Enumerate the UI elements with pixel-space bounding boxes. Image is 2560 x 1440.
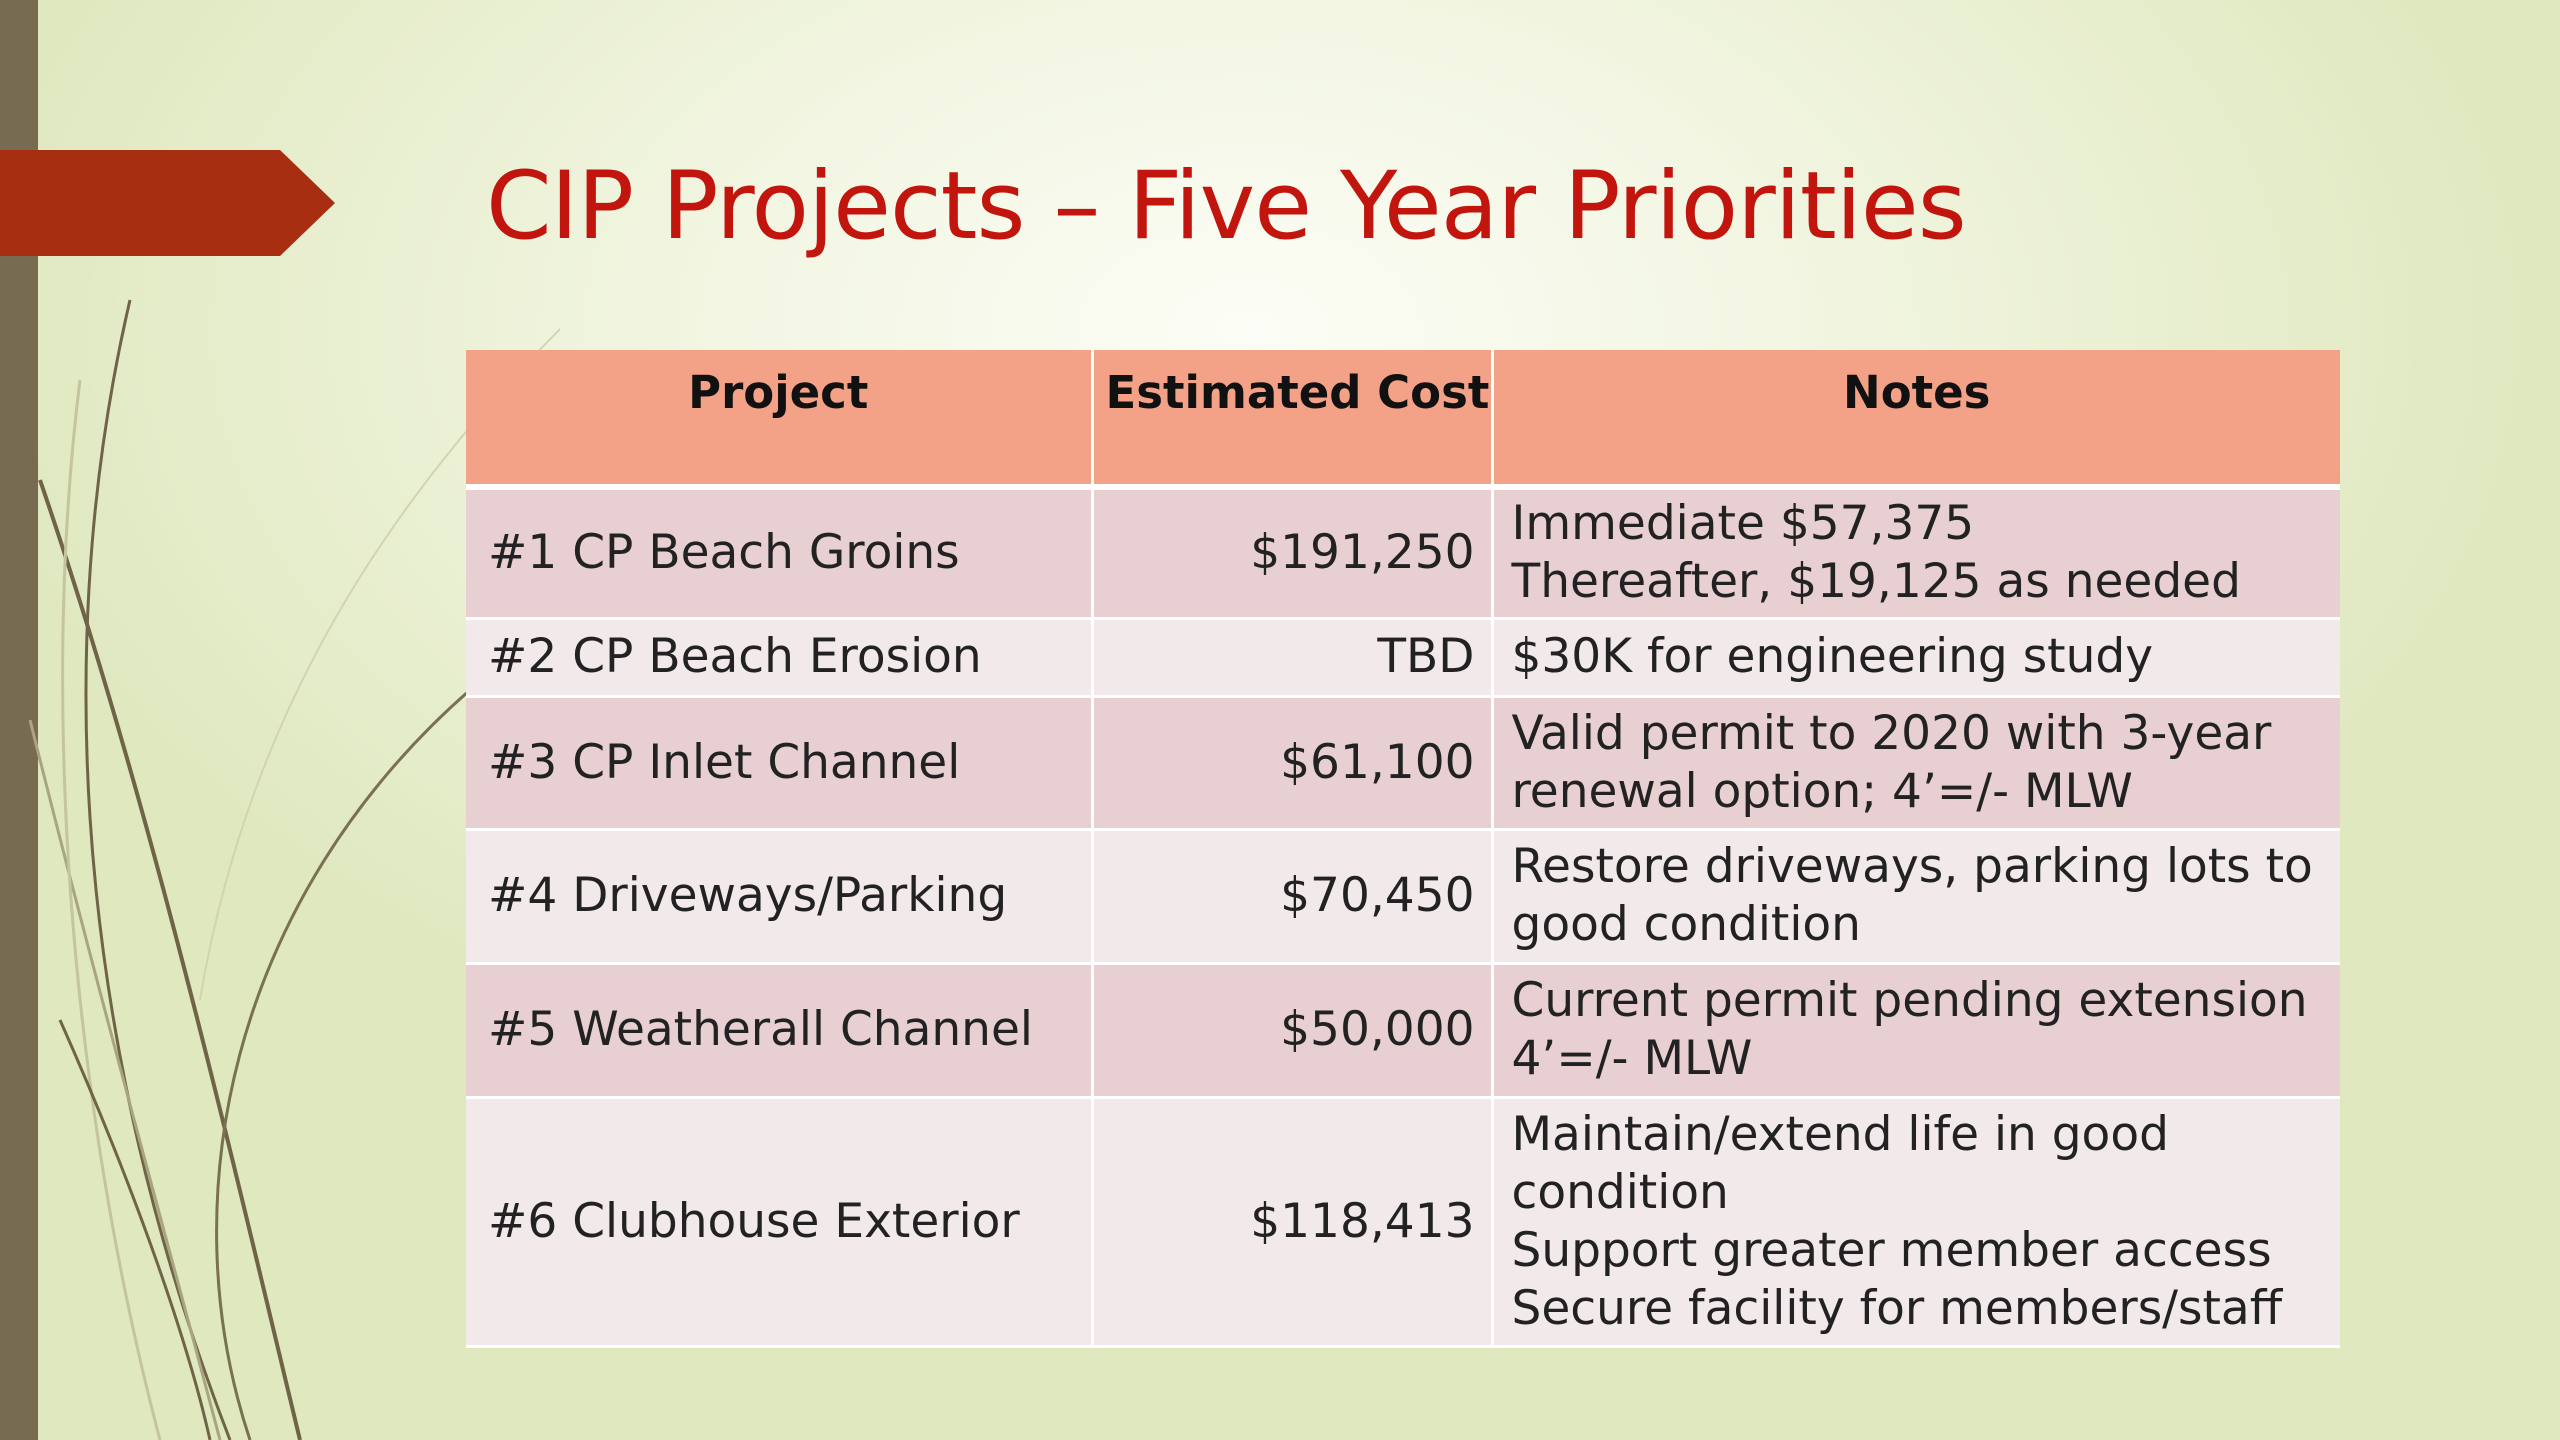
note-line: Restore driveways, parking lots to (1511, 839, 2313, 894)
table-row (466, 696, 2340, 829)
note-line: Current permit pending extension (1511, 973, 2308, 1028)
table-row (466, 1097, 2340, 1346)
cip-projects-table (466, 350, 2340, 1348)
table-row (466, 618, 2340, 696)
note-line: Thereafter, $19,125 as needed (1511, 554, 2241, 610)
table-header-row (466, 350, 2340, 487)
note-line: Immediate $57,375 (1511, 496, 1975, 552)
project-cell: #2 CP Beach Erosion (466, 618, 1092, 696)
note-line: good condition (1511, 897, 1861, 952)
notes-cell (1492, 1097, 2340, 1346)
project-cell: #4 Driveways/Parking (466, 829, 1092, 963)
cost-cell: $61,100 (1092, 696, 1492, 829)
note-line: Secure facility for members/staff (1511, 1280, 2283, 1336)
project-cell: #6 Clubhouse Exterior (466, 1097, 1092, 1346)
note-line: condition (1511, 1164, 1729, 1220)
note-line: Valid permit to 2020 with 3-year (1511, 705, 2272, 761)
note-line: Support greater member access (1511, 1222, 2272, 1278)
header-estimated-cost: Estimated Cost (1092, 350, 1492, 487)
notes-cell (1492, 963, 2340, 1097)
project-cell: #3 CP Inlet Channel (466, 696, 1092, 829)
cost-cell: $118,413 (1092, 1097, 1492, 1346)
notes-cell (1492, 696, 2340, 829)
project-cell: #1 CP Beach Groins (466, 487, 1092, 618)
header-notes: Notes (1492, 350, 2340, 487)
notes-cell (1492, 829, 2340, 963)
table-row (466, 829, 2340, 963)
cost-cell: $70,450 (1092, 829, 1492, 963)
notes-cell (1492, 618, 2340, 696)
cost-cell: $191,250 (1092, 487, 1492, 618)
header-project: Project (466, 350, 1092, 487)
note-line: 4’=/- MLW (1511, 1031, 1753, 1086)
note-line: Maintain/extend life in good (1511, 1106, 2169, 1162)
slide-title: CIP Projects – Five Year Priorities (486, 152, 1966, 261)
table-row (466, 963, 2340, 1097)
cost-cell: TBD (1092, 618, 1492, 696)
note-line: renewal option; 4’=/- MLW (1511, 763, 2133, 819)
table-row (466, 487, 2340, 618)
cost-cell: $50,000 (1092, 963, 1492, 1097)
project-cell: #5 Weatherall Channel (466, 963, 1092, 1097)
title-arrow-tab (0, 150, 335, 256)
note-line: $30K for engineering study (1511, 629, 2154, 684)
notes-cell (1492, 487, 2340, 618)
